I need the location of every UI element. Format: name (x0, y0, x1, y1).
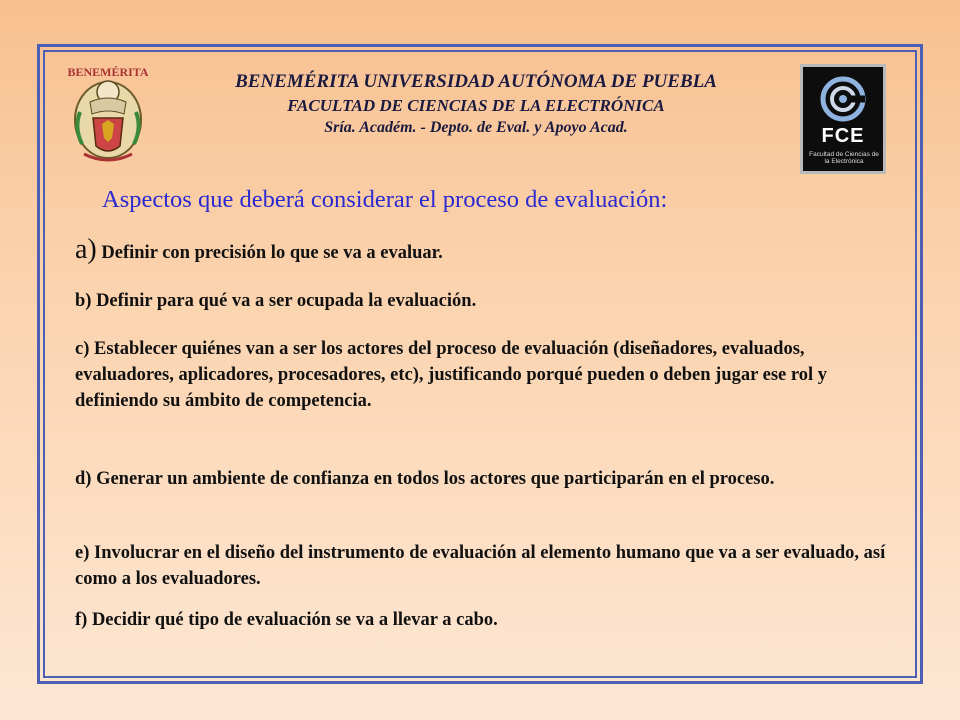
list-item-c: c) Establecer quiénes van a ser los actores del proceso de evaluación (diseñadores, evaluados, evaluadores, aplicadores, procesadores, etc), justificando porqué pueden o deben jugar ese rol y definiendo su ámbito de competencia. (75, 339, 828, 411)
list-item-b: b) Definir para qué va a ser ocupada la evaluación. (75, 291, 477, 311)
department-name: Sría. Académ. - Depto. de Eval. y Apoyo Acad. (324, 119, 628, 136)
university-name: BENEMÉRITA UNIVERSIDAD AUTÓNOMA DE PUEBLA (235, 71, 717, 92)
crest-lettering: BENEMÉRITA (67, 65, 149, 79)
list-item-a-letter: a) (75, 234, 97, 265)
list-item-d: d) Generar un ambiente de confianza en todos los actores que participarán en el proceso. (75, 469, 775, 489)
list-item-e: e) Involucrar en el diseño del instrumento de evaluación al elemento humano que va a ser evaluado, así como a los evaluadores. (75, 543, 886, 589)
university-crest-icon (66, 62, 150, 170)
list-item-f: f) Decidir qué tipo de evaluación se va a llevar a cabo. (75, 610, 498, 630)
fce-logo-text: FCE (821, 125, 865, 147)
institution-header (150, 70, 802, 139)
list-item-a-text: Definir con precisión lo que se va a evaluar. (101, 243, 443, 263)
faculty-name: FACULTAD DE CIENCIAS DE LA ELECTRÓNICA (287, 96, 665, 115)
fce-logo (800, 64, 886, 174)
fce-logo-subtext: Facultad de Ciencias de la Electrónica (809, 151, 879, 165)
list-item-a (75, 234, 905, 265)
slide-subtitle: Aspectos que deberá considerar el proceso de evaluación: (102, 186, 668, 213)
